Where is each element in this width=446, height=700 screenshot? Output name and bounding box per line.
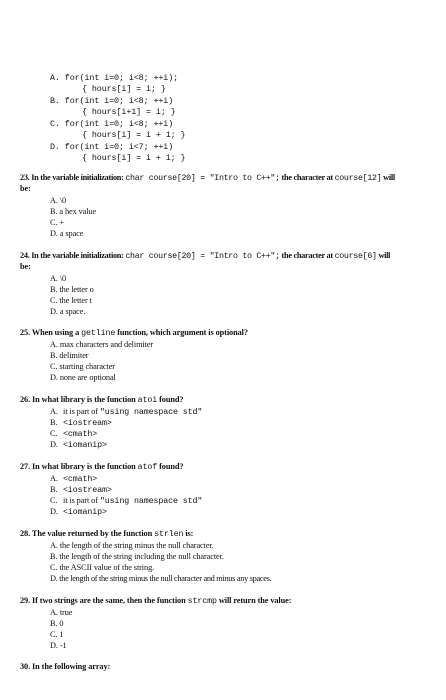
question-29-option-c: C. 1 <box>50 630 64 639</box>
question-25-option-a: A. max characters and delimiter <box>50 340 154 349</box>
question-27-option-d: D. <iomanip> <box>50 507 107 517</box>
question-26-option-d: D. <iomanip> <box>50 440 107 450</box>
question-25-option-b: B. delimiter <box>50 351 89 360</box>
question-24-option-d: D. a space. <box>50 307 86 316</box>
question-26-option-c: C. <cmath> <box>50 429 98 439</box>
question-29-option-b: B. 0 <box>50 619 64 628</box>
prev-option-c-line1: C. for(int i=0; i<8; ++i) <box>50 119 174 129</box>
question-23-option-b: B. a hex value <box>50 207 97 216</box>
question-27-option-c: C. it is part of "using namespace std" <box>50 496 203 506</box>
question-28-option-d: D. the length of the string minus the null character and minus any spaces. <box>50 574 272 583</box>
question-24-option-c: C. the letter t <box>50 296 92 305</box>
question-24-stem-wrap: be: <box>20 262 31 271</box>
question-29-option-d: D. -1 <box>50 641 67 650</box>
question-27-stem: 27. In what library is the function atof found? <box>20 462 184 472</box>
question-28-option-b: B. the length of the string including the null character. <box>50 552 224 561</box>
prev-option-b-line1: B. for(int i=0; i<8; ++i) <box>50 96 174 106</box>
question-27-option-b: B. <iostream> <box>50 485 112 495</box>
question-24-stem: 24. In the variable initialization: char course[20] = "Intro to C++"; the character at course[6] will <box>20 251 391 261</box>
question-30-stem: 30. In the following array: <box>20 662 111 671</box>
question-23-stem: 23. In the variable initialization: char course[20] = "Intro to C++"; the character at course[12] will <box>20 173 395 183</box>
question-23-stem-wrap: be: <box>20 184 31 193</box>
question-27-option-a: A. <cmath> <box>50 474 98 484</box>
prev-option-d-line2: { hours[i] = i + 1; } <box>82 153 186 163</box>
prev-option-a-line2: { hours[i] = i; } <box>82 84 166 94</box>
question-29-option-a: A. true <box>50 608 73 617</box>
question-23-option-c: C. + <box>50 218 64 227</box>
question-28-stem: 28. The value returned by the function strlen is: <box>20 529 194 539</box>
question-25-option-c: C. starting character <box>50 362 115 371</box>
question-24-option-b: B. the letter o <box>50 285 94 294</box>
question-25-stem: 25. When using a getline function, which argument is optional? <box>20 328 248 338</box>
prev-option-c-line2: { hours[i] = i + 1; } <box>82 130 186 140</box>
question-26-stem: 26. In what library is the function atoi found? <box>20 395 184 405</box>
question-25-option-d: D. none are optional <box>50 373 116 382</box>
question-26-option-b: B. <iostream> <box>50 418 112 428</box>
question-23-option-a: A. \0 <box>50 196 67 205</box>
prev-option-a-line1: A. for(int i=0; i<8; ++i); <box>50 73 179 83</box>
question-28-option-a: A. the length of the string minus the null character. <box>50 541 214 550</box>
prev-option-b-line2: { hours[i+1] = i; } <box>82 107 176 117</box>
prev-option-d-line1: D. for(int i=0; i<7; ++i) <box>50 142 174 152</box>
question-29-stem: 29. If two strings are the same, then the function strcmp will return the value: <box>20 596 292 606</box>
question-24-option-a: A. \0 <box>50 274 67 283</box>
question-28-option-c: C. the ASCII value of the string. <box>50 563 155 572</box>
question-23-option-d: D. a space <box>50 229 84 238</box>
question-26-option-a: A. it is part of "using namespace std" <box>50 407 203 417</box>
